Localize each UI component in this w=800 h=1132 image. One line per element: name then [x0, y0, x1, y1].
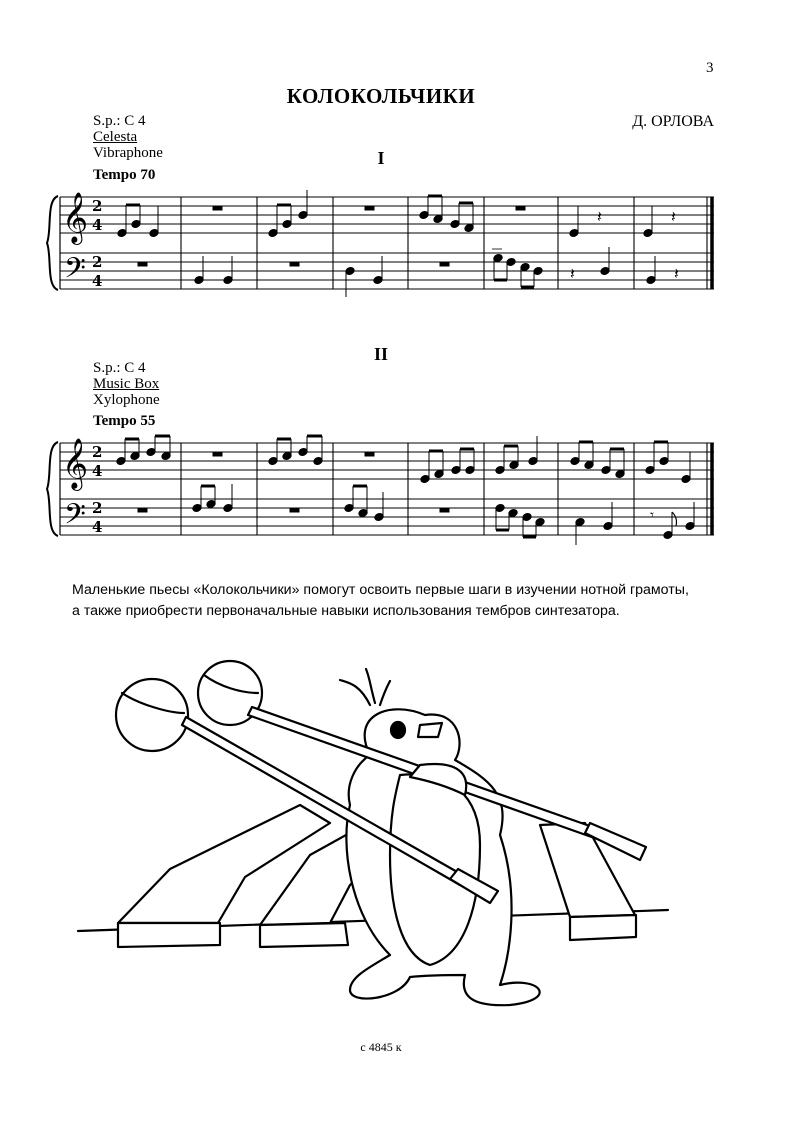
- quarter-rest-icon: 𝄽: [671, 207, 676, 226]
- rest: [290, 508, 299, 512]
- description-line-1: Маленькие пьесы «Колокольчики» помогут освоить первые шаги в изучении нотной грамоты,: [72, 582, 689, 598]
- piece-2-left-voice: Xylophone: [93, 392, 160, 408]
- page-footer: с 4845 к: [360, 1040, 402, 1054]
- notes-m5-treble: [419, 196, 474, 233]
- rest: [365, 452, 374, 456]
- time-signature-treble: 2: [92, 443, 103, 461]
- time-signature-bass: 4: [92, 518, 103, 536]
- bass-staff: [60, 499, 714, 535]
- quarter-rest-icon: 𝄽: [597, 207, 602, 226]
- notes-m5-treble: [420, 449, 475, 484]
- treble-clef-icon: 𝄞: [62, 438, 89, 489]
- barlines: [181, 443, 712, 535]
- description: [72, 580, 732, 622]
- piece-2-tempo: Tempo 55: [93, 413, 156, 429]
- notes-m8-treble: [645, 442, 692, 484]
- barlines: [181, 197, 712, 289]
- rest: [213, 206, 222, 210]
- rest: [138, 262, 147, 266]
- piece-1-tempo: Tempo 70: [93, 167, 156, 183]
- bass-staff: [60, 253, 714, 289]
- rest: [213, 452, 222, 456]
- piece-2-numeral: II: [373, 344, 388, 364]
- piece-1-left-voice: Vibraphone: [93, 145, 163, 161]
- penguin-eye: [391, 722, 405, 738]
- piece-2-split-point: S.p.: C 4: [93, 360, 146, 376]
- composer-name: Д. ОРЛОВА: [632, 113, 714, 130]
- penguin-xylophone-illustration: [70, 655, 670, 1015]
- time-signature-treble: 4: [92, 462, 103, 480]
- page-title: КОЛОКОЛЬЧИКИ: [286, 84, 476, 108]
- rest: [440, 508, 449, 512]
- rest: [440, 262, 449, 266]
- penguin-beak: [418, 723, 442, 737]
- page-number: 3: [706, 60, 714, 76]
- treble-clef-icon: 𝄞: [62, 192, 89, 243]
- rest: [290, 262, 299, 266]
- time-signature-bass: 2: [92, 253, 103, 271]
- grand-staff-brace: [47, 442, 58, 536]
- notes-m4-bass: [344, 486, 384, 522]
- bass-clef-icon: 𝄢: [64, 252, 86, 292]
- piece-1-split-point: S.p.: C 4: [93, 113, 146, 129]
- piece-1-score: [0, 185, 800, 300]
- grand-staff-brace: [47, 196, 58, 290]
- time-signature-treble: 4: [92, 216, 103, 234]
- time-signature-bass: 4: [92, 272, 103, 290]
- notes-m6-treble: [495, 436, 538, 475]
- bass-clef-icon: 𝄢: [64, 498, 86, 538]
- piece-1-numeral: I: [377, 148, 385, 168]
- time-signature-bass: 2: [92, 499, 103, 517]
- time-signature-treble: 2: [92, 197, 103, 215]
- piece-2-right-voice: Music Box: [93, 376, 160, 392]
- piece-2-setup: [93, 360, 160, 408]
- notes-m7-treble: [570, 442, 625, 479]
- rest: [516, 206, 525, 210]
- description-line-2: а также приобрести первоначальные навыки использования тембров синтезатора.: [72, 603, 620, 619]
- piece-2-score: [0, 430, 800, 545]
- eighth-rest-icon: 𝄾: [650, 506, 654, 524]
- quarter-rest-icon: 𝄽: [674, 264, 679, 283]
- rest: [365, 206, 374, 210]
- notes-m6-bass: [492, 249, 543, 287]
- piece-1-right-voice: Celesta: [93, 129, 138, 145]
- quarter-rest-icon: 𝄽: [570, 264, 575, 283]
- rest: [138, 508, 147, 512]
